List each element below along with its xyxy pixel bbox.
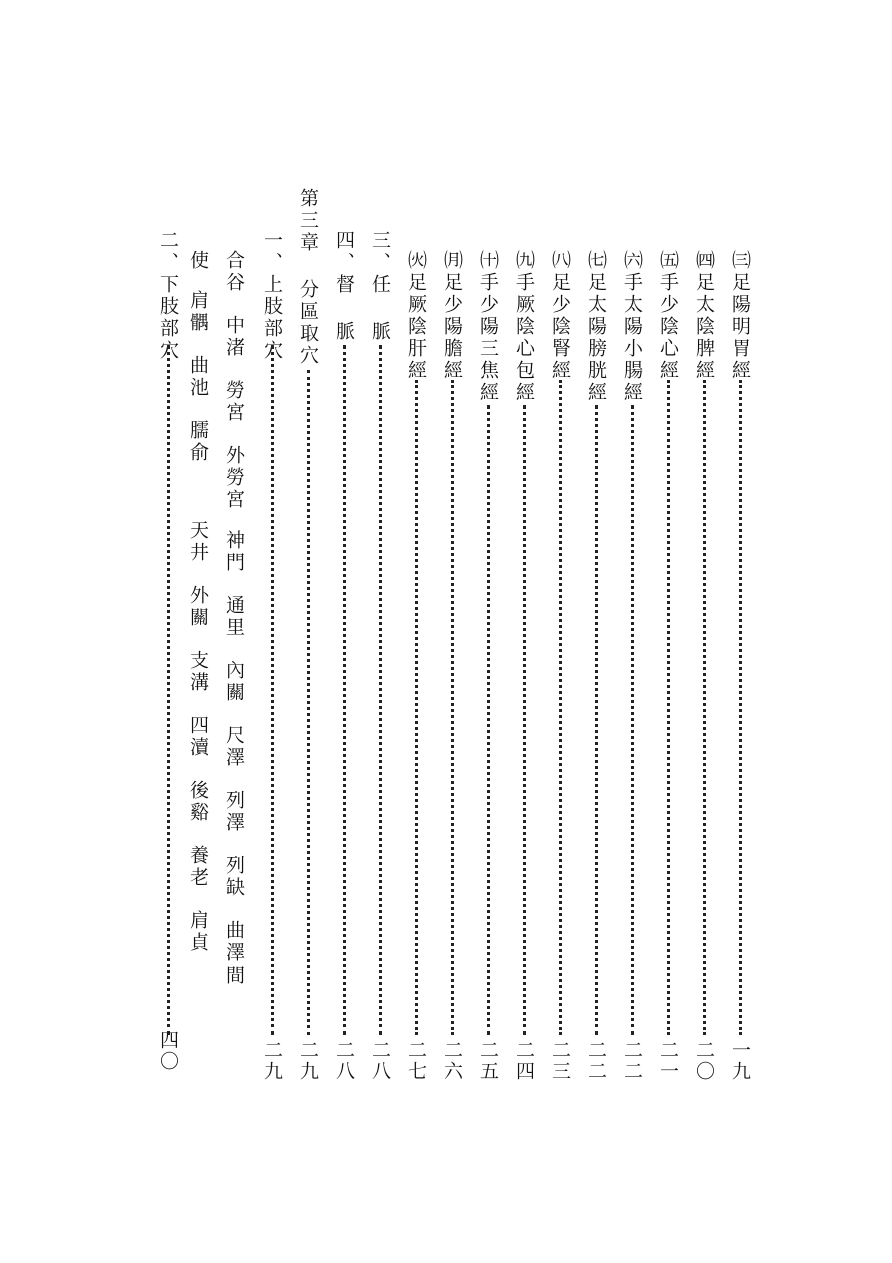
toc-entry-leader (739, 380, 742, 1035)
toc-entry-title: ㈤手少陰心經 (657, 250, 679, 382)
toc-entry-title: 四、督 脈 (333, 230, 355, 343)
toc-entry-leader (379, 345, 382, 1035)
toc-entry-title: ㈩手少陽三焦經 (477, 250, 499, 404)
toc-entry-leader (451, 380, 454, 1035)
toc-entry-page: 二九 (261, 1040, 283, 1082)
toc-entry-page: 二八 (333, 1040, 355, 1082)
acupoint-name: 外勞宮 (223, 445, 245, 511)
acupoint-name: 通里 (223, 595, 245, 639)
toc-entry-leader (703, 380, 706, 1035)
toc-entry-title: 一、上肢部穴 (261, 230, 283, 362)
toc-entry-leader (595, 405, 598, 1035)
toc-entry-title: ㈣足太陰脾經 (693, 250, 715, 382)
toc-entry-page: 一九 (729, 1040, 751, 1082)
toc-entry-leader (307, 370, 310, 1035)
toc-entry-title: ㈥手太陽小腸經 (621, 250, 643, 404)
acupoint-name: 列澤 (223, 790, 245, 834)
acupoint-name: 曲澤 (223, 920, 245, 964)
acupoint-name: 曲池 (187, 355, 209, 399)
acupoint-name: 肩貞 (187, 910, 209, 954)
toc-entry-title: ㈢足陽明胃經 (729, 250, 751, 382)
toc-chapter-title: 第三章 分區取穴 (297, 188, 319, 367)
acupoint-name: 列缺 (223, 855, 245, 899)
toc-entry-page: 四〇 (157, 1030, 179, 1072)
acupoint-name: 間 (223, 965, 245, 987)
toc-entry-leader (343, 345, 346, 1035)
toc-entry-page: 二二 (621, 1040, 643, 1082)
toc-entry-page: 二七 (405, 1040, 427, 1082)
toc-entry-title: ㈨手厥陰心包經 (513, 250, 535, 404)
toc-entry-page: 二二 (585, 1040, 607, 1082)
acupoint-name: 肩髃 (187, 290, 209, 334)
toc-entry-title: ㈫足厥陰肝經 (405, 250, 427, 382)
toc-entry-page: 二三 (549, 1040, 571, 1082)
acupoint-name: 養老 (187, 845, 209, 889)
toc-entry-title: ㈪足少陽膽經 (441, 250, 463, 382)
acupoint-name: 內關 (223, 660, 245, 704)
toc-entry-page: 二四 (513, 1040, 535, 1082)
acupoint-name: 使 (187, 250, 209, 272)
toc-entry-leader (523, 405, 526, 1035)
toc-entry-page: 二六 (441, 1040, 463, 1082)
toc-entry-leader (667, 380, 670, 1035)
acupoint-name: 中渚 (223, 315, 245, 359)
acupoint-name: 四瀆 (187, 715, 209, 759)
toc-entry-leader (631, 405, 634, 1035)
acupoint-name: 神門 (223, 530, 245, 574)
toc-entry-title: ㈦足太陽膀胱經 (585, 250, 607, 404)
acupoint-name: 合谷 (223, 250, 245, 294)
acupoint-name: 外關 (187, 585, 209, 629)
acupoint-name: 後谿 (187, 780, 209, 824)
toc-entry-leader (487, 405, 490, 1035)
toc-entry-page: 二八 (369, 1040, 391, 1082)
toc-entry-title: 二、下肢部穴 (157, 230, 179, 362)
toc-entry-leader (559, 380, 562, 1035)
acupoint-name: 勞宮 (223, 380, 245, 424)
toc-entry-title: 三、任 脈 (369, 230, 391, 343)
toc-entry-page: 二一 (657, 1040, 679, 1082)
toc-entry-leader (415, 380, 418, 1035)
acupoint-name: 支溝 (187, 650, 209, 694)
toc-entry-page: 二五 (477, 1040, 499, 1082)
toc-entry-leader (167, 345, 170, 1035)
toc-entry-title: ㈧足少陰腎經 (549, 250, 571, 382)
toc-entry-leader (271, 345, 274, 1035)
toc-entry-page: 二〇 (693, 1040, 715, 1082)
acupoint-name: 天井 (187, 520, 209, 564)
acupoint-name: 臑俞 (187, 420, 209, 464)
toc-entry-page: 二九 (297, 1040, 319, 1082)
acupoint-name: 尺澤 (223, 725, 245, 769)
